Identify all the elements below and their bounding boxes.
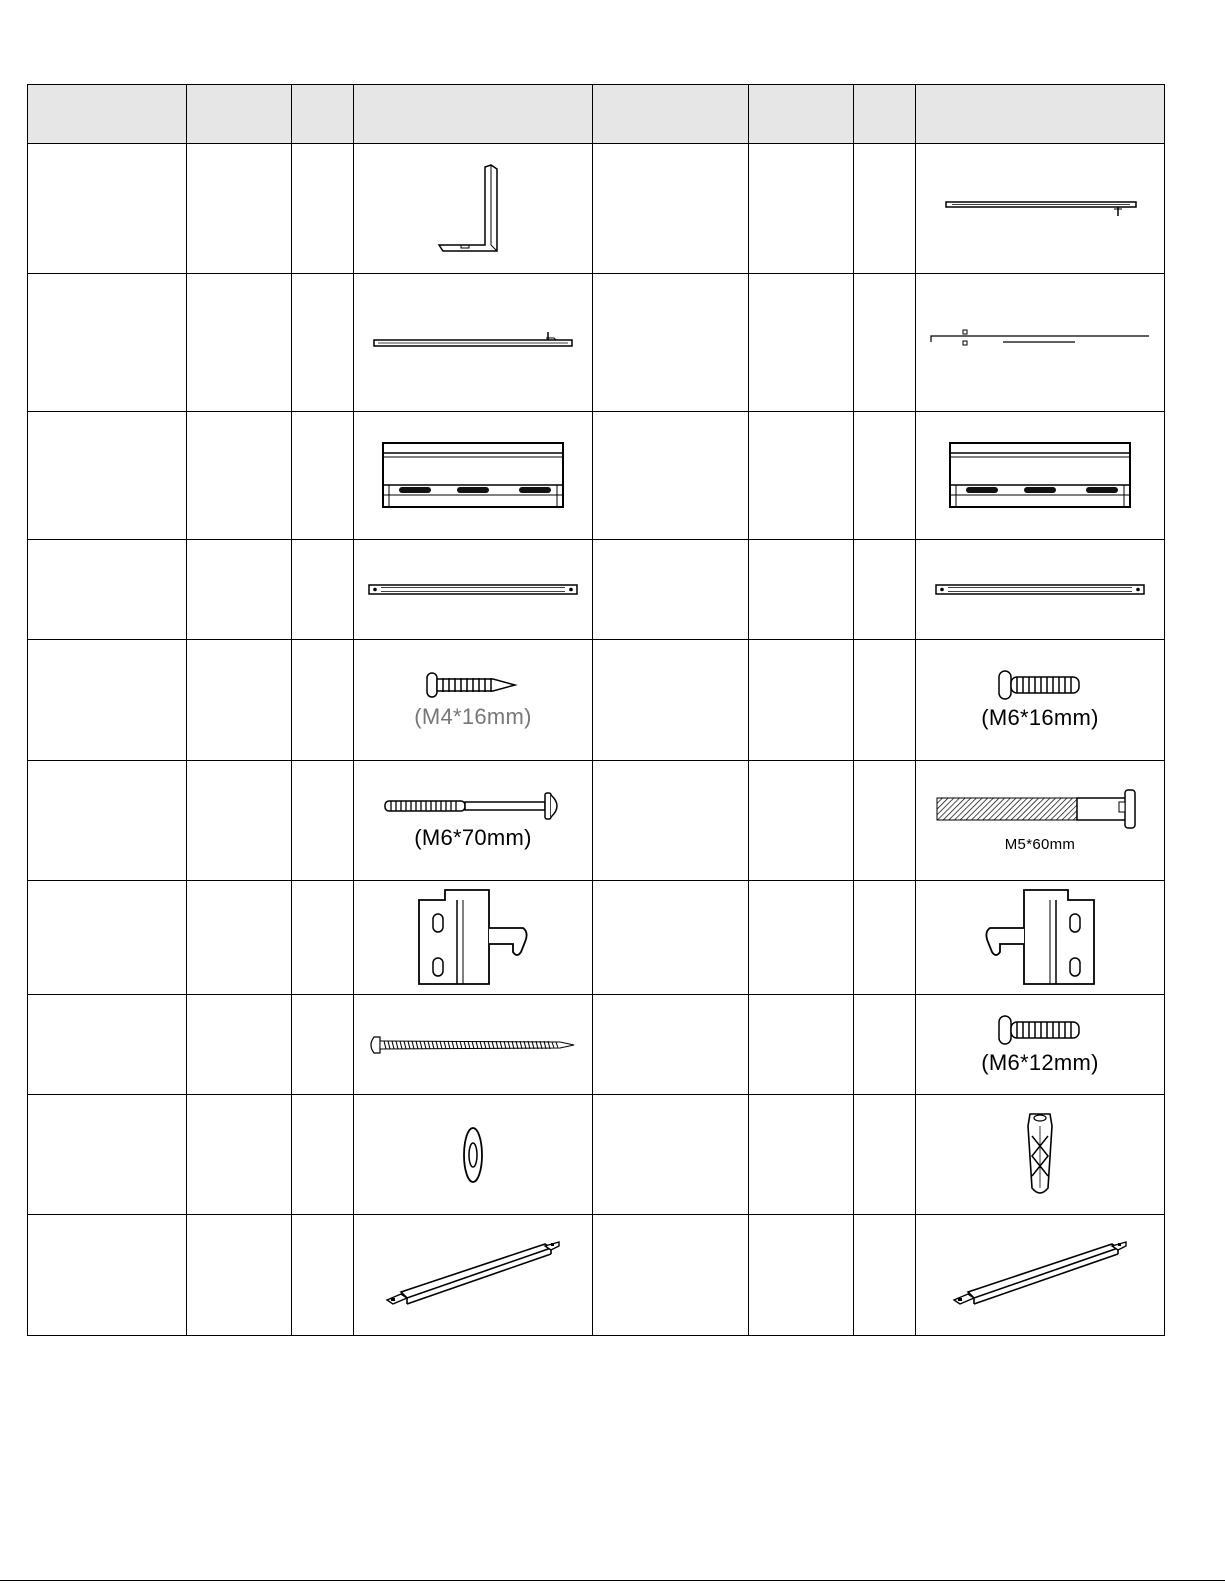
part-image-cell (354, 640, 593, 761)
part-name-cell (28, 881, 187, 995)
part-name-cell (593, 761, 749, 881)
part-name-cell (593, 540, 749, 640)
part-image-cell (354, 881, 593, 995)
header-cell (354, 85, 593, 144)
part-spec-label: (M6*70mm) (414, 824, 532, 850)
part-qty-cell (854, 1215, 916, 1336)
part-qty-cell (292, 1095, 354, 1215)
part-code-cell (749, 995, 854, 1095)
parts-list-table (27, 84, 1165, 1336)
table-row (28, 540, 1165, 640)
part-name-cell (593, 1095, 749, 1215)
mounting-plate-icon (381, 441, 565, 511)
part-qty-cell (854, 881, 916, 995)
diagonal-bar-icon (952, 1240, 1128, 1310)
part-name-cell (28, 761, 187, 881)
part-code-cell (749, 640, 854, 761)
part-code-cell (749, 881, 854, 995)
header-cell (28, 85, 187, 144)
table-row (28, 761, 1165, 881)
part-code-cell (187, 881, 292, 995)
table-row (28, 640, 1165, 761)
part-spec-label: (M6*12mm) (981, 1049, 1099, 1075)
mounting-plate-icon (948, 441, 1132, 511)
flat-rail-tab-icon (370, 328, 576, 358)
part-code-cell (749, 1215, 854, 1336)
part-name-cell (593, 144, 749, 274)
part-image-cell (354, 995, 593, 1095)
table-row (28, 1095, 1165, 1215)
part-code-cell (749, 412, 854, 540)
part-code-cell (749, 1095, 854, 1215)
part-code-cell (187, 1215, 292, 1336)
part-name-cell (593, 274, 749, 412)
part-name-cell (593, 995, 749, 1095)
part-code-cell (187, 274, 292, 412)
part-code-cell (187, 640, 292, 761)
part-image-cell (354, 1095, 593, 1215)
part-code-cell (187, 761, 292, 881)
slotted-bar-icon (367, 582, 579, 598)
part-code-cell (749, 274, 854, 412)
part-image-cell (354, 761, 593, 881)
part-name-cell (593, 881, 749, 995)
table-row (28, 144, 1165, 274)
part-qty-cell (292, 144, 354, 274)
table-row (28, 995, 1165, 1095)
part-image-cell (354, 144, 593, 274)
part-spec-label: (M4*16mm) (414, 704, 532, 729)
part-name-cell (593, 412, 749, 540)
part-image-cell (916, 540, 1165, 640)
part-image-cell (354, 1215, 593, 1336)
part-image-cell (354, 274, 593, 412)
part-code-cell (749, 761, 854, 881)
part-image-cell (916, 640, 1165, 761)
slotted-bar-icon (934, 582, 1146, 598)
part-code-cell (187, 412, 292, 540)
thin-rail-icon (929, 328, 1151, 358)
part-code-cell (749, 144, 854, 274)
washer-icon (461, 1125, 485, 1185)
part-qty-cell (292, 881, 354, 995)
part-qty-cell (854, 640, 916, 761)
part-image-cell (916, 144, 1165, 274)
part-code-cell (749, 540, 854, 640)
part-qty-cell (292, 274, 354, 412)
part-qty-cell (292, 1215, 354, 1336)
part-qty-cell (854, 995, 916, 1095)
part-code-cell (187, 540, 292, 640)
bolt-icon (995, 1014, 1085, 1046)
part-image-cell (916, 761, 1165, 881)
part-qty-cell (854, 274, 916, 412)
wood-screw-icon (423, 670, 523, 700)
part-image-cell (916, 995, 1165, 1095)
l-bracket-icon (433, 159, 513, 259)
long-bolt-icon (381, 791, 565, 821)
part-qty-cell (292, 540, 354, 640)
table-row (28, 881, 1165, 995)
part-image-cell (916, 1095, 1165, 1215)
page-bottom-rule (0, 1580, 1225, 1581)
wall-anchor-icon (1018, 1112, 1062, 1198)
flat-rail-icon (940, 194, 1140, 224)
header-cell (749, 85, 854, 144)
part-qty-cell (854, 540, 916, 640)
part-image-cell (916, 412, 1165, 540)
header-cell (593, 85, 749, 144)
diagonal-bar-icon (385, 1240, 561, 1310)
part-qty-cell (854, 412, 916, 540)
long-screw-icon (370, 1034, 576, 1056)
table-row (28, 1215, 1165, 1336)
part-image-cell (916, 274, 1165, 412)
part-name-cell (28, 1095, 187, 1215)
hook-bracket-icon (415, 888, 531, 988)
part-name-cell (28, 412, 187, 540)
part-qty-cell (292, 412, 354, 540)
bolt-icon (995, 669, 1085, 701)
part-name-cell (28, 540, 187, 640)
part-code-cell (187, 144, 292, 274)
part-name-cell (28, 995, 187, 1095)
part-name-cell (593, 1215, 749, 1336)
header-cell (292, 85, 354, 144)
threaded-rod-icon (935, 788, 1145, 832)
part-name-cell (28, 274, 187, 412)
header-cell (854, 85, 916, 144)
part-name-cell (28, 144, 187, 274)
header-cell (187, 85, 292, 144)
part-code-cell (187, 1095, 292, 1215)
part-qty-cell (854, 761, 916, 881)
part-spec-label: M5*60mm (1004, 836, 1076, 853)
part-name-cell (28, 640, 187, 761)
table-header-row (28, 85, 1165, 144)
part-name-cell (28, 1215, 187, 1336)
part-spec-label: (M6*16mm) (981, 705, 1099, 730)
part-qty-cell (292, 640, 354, 761)
part-image-cell (354, 540, 593, 640)
table-row (28, 412, 1165, 540)
part-name-cell (593, 640, 749, 761)
part-image-cell (916, 881, 1165, 995)
table-row (28, 274, 1165, 412)
header-cell (916, 85, 1165, 144)
part-code-cell (187, 995, 292, 1095)
part-image-cell (354, 412, 593, 540)
hook-bracket-mirrored-icon (982, 888, 1098, 988)
part-image-cell (916, 1215, 1165, 1336)
part-qty-cell (292, 995, 354, 1095)
part-qty-cell (292, 761, 354, 881)
part-qty-cell (854, 144, 916, 274)
part-qty-cell (854, 1095, 916, 1215)
